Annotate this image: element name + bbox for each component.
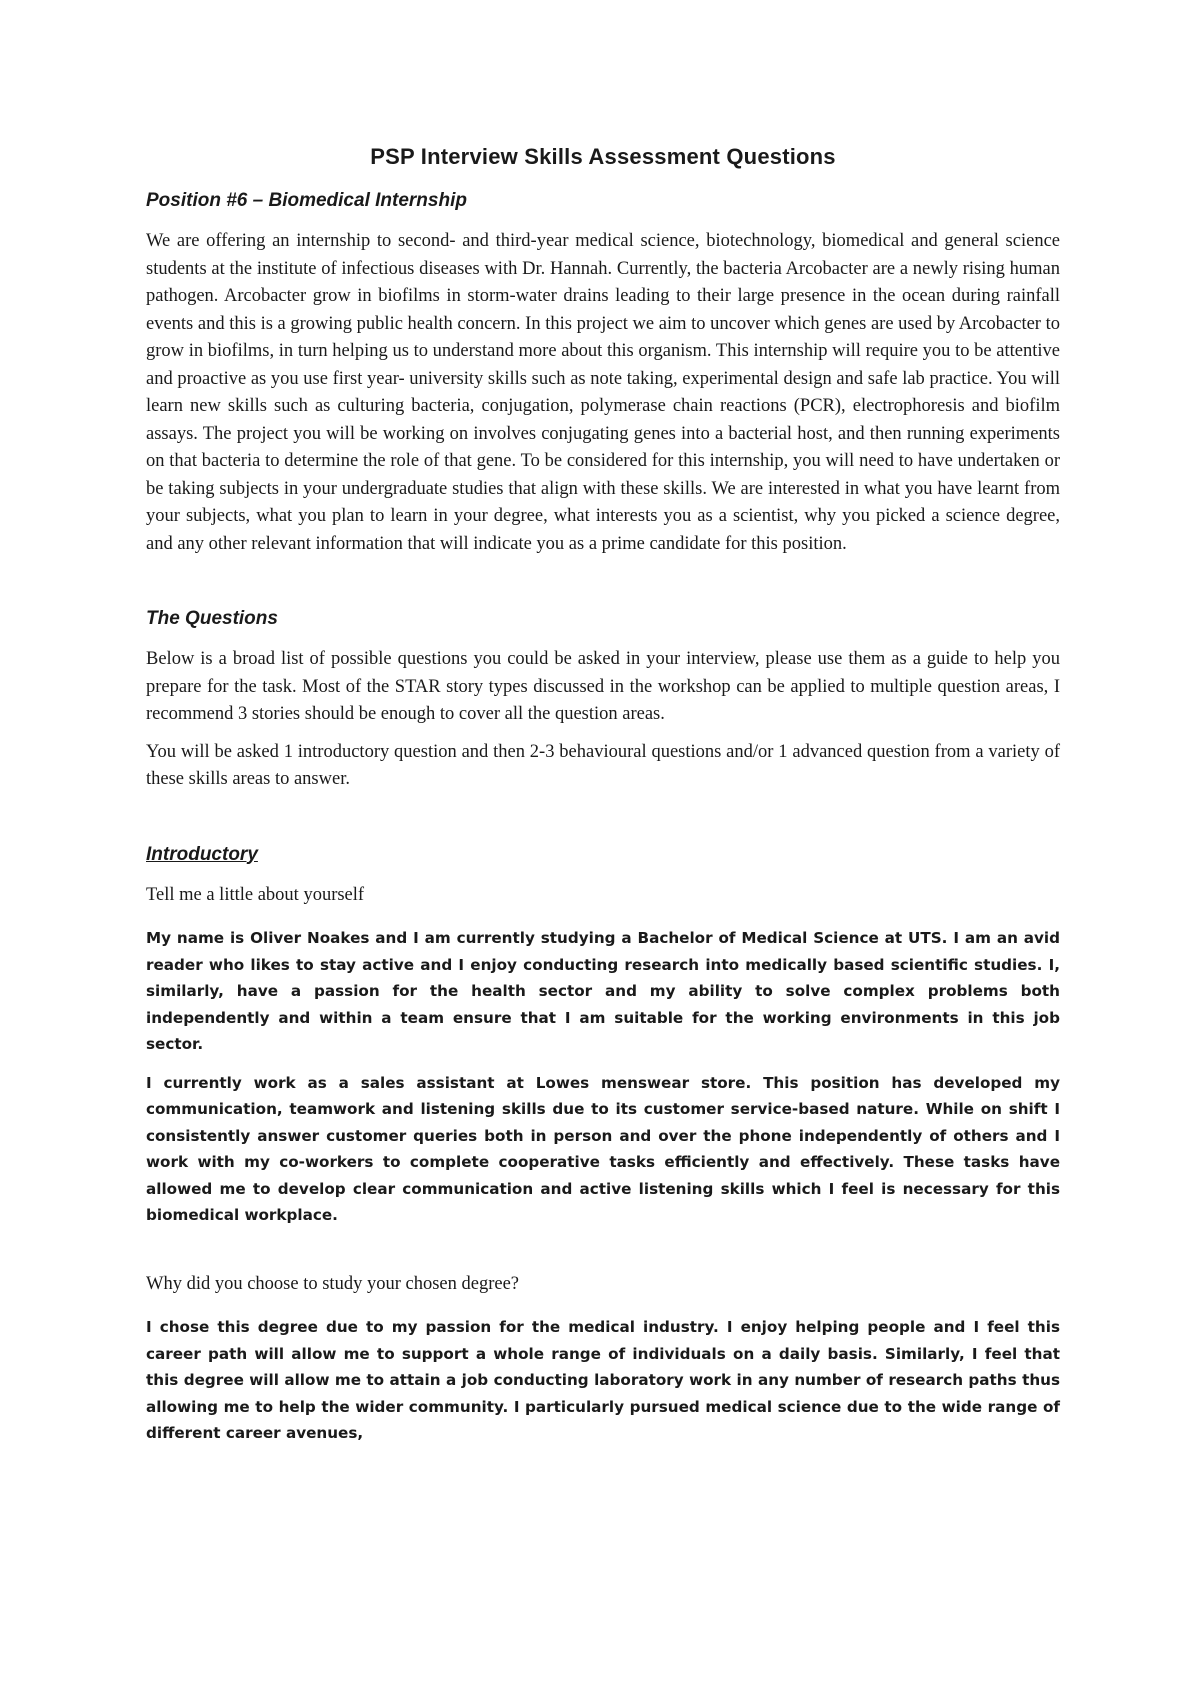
answer-1-paragraph-2: I currently work as a sales assistant at Lowes menswear store. This position has developed my communication, teamwork and listening skills due to its customer service-based nature. While on shift I consistently answer customer queries both in person and over the phone independently of others and I work with my co-workers to complete cooperative tasks efficiently and effectively. These tasks have allowed me to develop clear communication and active listening skills which I feel is necessary for this biomedical workplace. [146,1073,1060,1224]
question-2: Why did you choose to study your chosen degree? [146,1273,519,1294]
document-title: PSP Interview Skills Assessment Questions [370,144,836,169]
spacer [146,804,1060,844]
answer-1-paragraph-1: My name is Oliver Noakes and I am currently studying a Bachelor of Medical Science at UTS. I am an avid reader who likes to stay active and I enjoy conducting research into medically based scientific studies. I, similarly, have a passion for the health sector and my ability to solve complex problems both independently and within a team ensure that I am suitable for the working environments in this job sector. [146,929,1060,1053]
document-content [146,144,1060,1459]
question-1: Tell me a little about yourself [146,884,365,905]
questions-paragraph-1: Below is a broad list of possible questions you could be asked in your interview, please use them as a guide to help you prepare for the task. Most of the STAR story types discussed in the workshop can be applied to multiple question areas, I recommend 3 stories should be enough to cover all the question areas. [146,649,1060,724]
intro-paragraph: We are offering an internship to second- and third-year medical science, biotechnology, biomedical and general science students at the institute of infectious diseases with Dr. Hannah. Currently, the bacteria Arcobacter are a newly rising human pathogen. Arcobacter grow in biofilms in storm-water drains leading to their large presence in the ocean during rainfall events and this is a growing public health concern. In this project we aim to uncover which genes are used by Arcobacter to grow in biofilms, in turn helping us to understand more about this organism. This internship will require you to be attentive and proactive as you use first year- university skills such as note taking, experimental design and safe lab practice. You will learn new skills such as culturing bacteria, conjugation, polymerase chain reactions (PCR), electrophoresis and biofilm assays. The project you will be working on involves conjugating genes into a bacterial host, and then running experiments on that bacteria to determine the role of that gene. To be considered for this internship, you will need to have undertaken or be taking subjects in your undergraduate studies that align with these skills. We are interested in what you have learnt from your subjects, what you plan to learn in your degree, what interests you as a scientist, why you picked a science degree, and any other relevant information that will indicate you as a prime candidate for this position. [146,231,1060,554]
answer-2-paragraph-1: I chose this degree due to my passion for the medical industry. I enjoy helping people and I feel this career path will allow me to support a whole range of individuals on a daily basis. Similarly, I feel that this degree will allow me to attain a job conducting laboratory work in any number of research paths thus allowing me to help the wider community. I particularly pursued medical science due to the wide range of different career avenues, [146,1318,1060,1442]
spacer [146,568,1060,608]
questions-paragraph-2: You will be asked 1 introductory question and then 2-3 behavioural questions and/or 1 advanced question from a variety of these skills areas to answer. [146,741,1060,789]
introductory-heading: Introductory [146,843,258,865]
spacer [146,1241,1060,1271]
position-heading: Position #6 – Biomedical Internship [146,190,467,211]
questions-heading: The Questions [146,608,278,629]
